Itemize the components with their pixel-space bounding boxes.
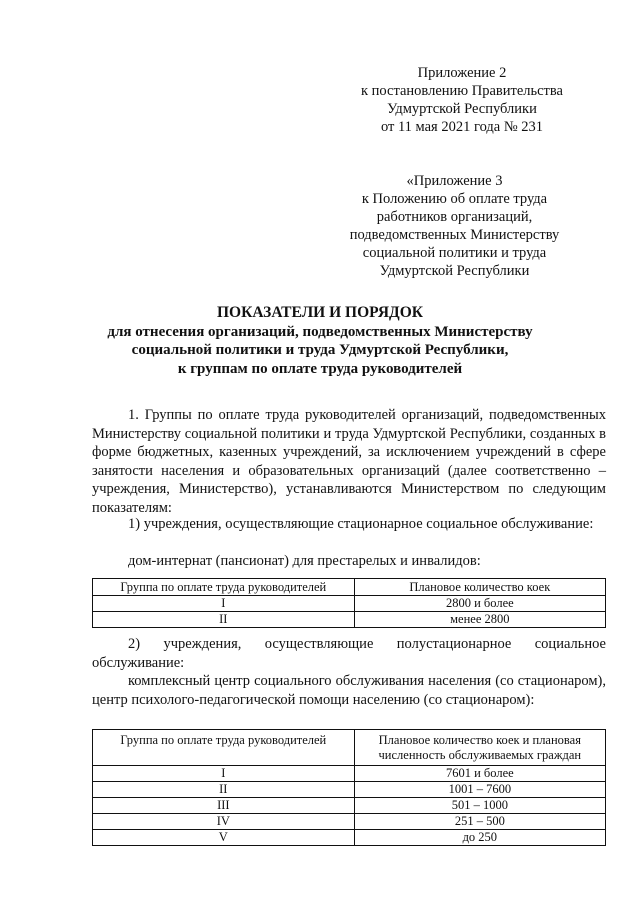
table-header-row	[93, 579, 606, 596]
appendix-2-line: к постановлению Правительства	[361, 83, 563, 99]
table-cell: 251 – 500	[354, 814, 605, 830]
heading-subtitle-line: к группам по оплате труда руководителей	[177, 360, 463, 377]
table-cell: 1001 – 7600	[354, 782, 605, 798]
appendix-3-line: «Приложение 3	[406, 173, 503, 189]
appendix-3-line: к Положению об оплате труда	[361, 191, 548, 207]
table-cell: III	[93, 798, 355, 814]
paragraph-1-item-2: 2) учреждения, осуществляющие полустационарное социальное обслуживание:	[92, 636, 606, 671]
table-header-cell: Плановое количество коек	[354, 579, 605, 596]
appendix-2-line: Приложение 2	[417, 65, 507, 81]
appendix-2-block	[342, 64, 582, 136]
table-row	[93, 830, 606, 846]
table-cell: I	[93, 766, 355, 782]
paragraph-institution-type-2: комплексный центр социального обслуживания населения (со стационаром), центр психолого-педагогической помощи населению (со стационаром):	[92, 673, 606, 708]
heading-subtitle-line: для отнесения организаций, подведомственных Министерству	[107, 323, 533, 340]
appendix-3-line: Удмуртской Республики	[379, 263, 530, 279]
table-bed-capacity-and-clients	[92, 729, 606, 846]
table-cell: 7601 и более	[354, 766, 605, 782]
paragraph-1: 1. Группы по оплате труда руководителей организаций, подведомственных Министерству социальной политики и труда Удмуртской Республики, созданных в форме бюджетных, казенных учреждений, за исключением учреждений в сфере занятости населения и образовательных организаций (далее соответственно – учреждения, Министерство), устанавливаются Министерством по следующим показателям:	[92, 407, 606, 516]
table-row	[93, 814, 606, 830]
table-cell: I	[93, 596, 355, 612]
table-bed-capacity	[92, 578, 606, 628]
table-cell: до 250	[354, 830, 605, 846]
table-cell: V	[93, 830, 355, 846]
paragraph-1-item-1: 1) учреждения, осуществляющие стационарное социальное обслуживание:	[128, 516, 594, 532]
table-header-cell: Группа по оплате труда руководителей	[93, 579, 355, 596]
table-cell: II	[93, 782, 355, 798]
document-heading	[60, 304, 580, 378]
appendix-3-line: работников организаций,	[376, 209, 533, 225]
appendix-3-line: подведомственных Министерству	[349, 227, 560, 243]
appendix-2-line: Удмуртской Республики	[387, 101, 537, 117]
paragraph-institution-type-1: дом-интернат (пансионат) для престарелых и инвалидов:	[128, 553, 481, 569]
table-row	[93, 596, 606, 612]
table-cell: менее 2800	[354, 612, 605, 628]
heading-subtitle-line: социальной политики и труда Удмуртской Республики,	[131, 342, 509, 358]
table-header-cell: Плановое количество коек и плановая численность обслуживаемых граждан	[354, 730, 605, 766]
table-row	[93, 782, 606, 798]
appendix-2-line: от 11 мая 2021 года № 231	[380, 119, 544, 135]
table-cell: II	[93, 612, 355, 628]
table-cell: 501 – 1000	[354, 798, 605, 814]
table-cell: IV	[93, 814, 355, 830]
table-cell: 2800 и более	[354, 596, 605, 612]
table-row	[93, 612, 606, 628]
table-header-row	[93, 730, 606, 766]
table-header-cell: Группа по оплате труда руководителей	[93, 730, 355, 766]
table-row	[93, 766, 606, 782]
appendix-3-line: социальной политики и труда	[362, 245, 547, 261]
heading-title: ПОКАЗАТЕЛИ И ПОРЯДОК	[216, 304, 424, 321]
table-row	[93, 798, 606, 814]
appendix-3-block	[327, 172, 582, 280]
